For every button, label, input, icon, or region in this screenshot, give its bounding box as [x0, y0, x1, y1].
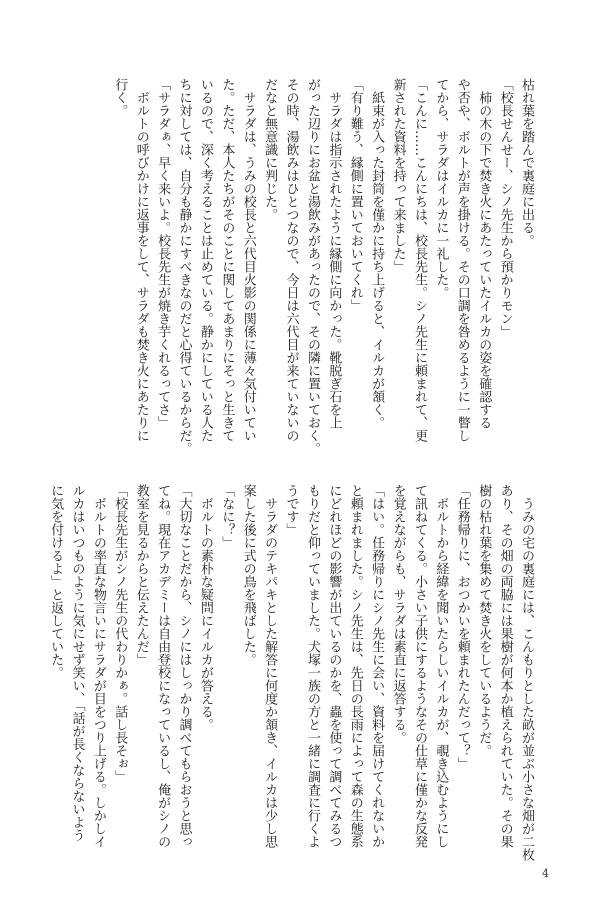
- text-column: サラダは指示されたように縁側に向かった。靴脱ぎ石を上: [326, 78, 342, 429]
- text-column: てから、サラダはイルカに一礼した。: [433, 78, 449, 299]
- text-column: 「はい。任務帰りにシノ先生に会い、資料を届けてくれないか: [369, 484, 385, 848]
- text-column: 「校長せんせー、シノ先生から預かりモン」: [497, 78, 513, 338]
- text-column: 教室を見るからと伝えたんだ」: [133, 484, 149, 666]
- text-column: 「こんに……こんにちは、校長先生。シノ先生に頼まれて、更: [411, 78, 427, 442]
- text-column: 「任務帰りに、おつかいを頼まれたんだって？」: [454, 484, 470, 770]
- text-column: てね。現在アカデミーは自由登校になっているし、俺がシノの: [155, 484, 171, 848]
- text-column: だなと無意識に判じた。: [262, 78, 278, 221]
- text-column: がった辺りにお盆と湯飲みがあったので、その隣に置いておく。: [304, 78, 320, 455]
- text-column: 行く。: [112, 78, 128, 117]
- page-number: 4: [542, 867, 549, 880]
- text-column: ボルトの率直な物言いにサラダが目をつり上げる。しかしイ: [90, 484, 106, 848]
- text-column: ちに対しては、自分も静かにすべきなのだと心得ているからだ。: [176, 78, 192, 455]
- text-column: サラダは、うみの校長と六代目火影の関係に薄々気付いてい: [240, 78, 256, 442]
- text-column: 「有り難う、縁側に置いておいてくれ」: [347, 78, 363, 312]
- text-column: ボルトの素朴な疑問にイルカが答える。: [197, 484, 213, 731]
- text-column: と頼まれました。シノ先生は、先日の長雨によって森の生態系: [347, 484, 363, 848]
- text-column: て訊ねてくる。小さい子供にするようなその仕草に僅かな反発: [411, 484, 427, 848]
- text-column: に気を付けるよ」と返していた。: [48, 484, 64, 679]
- text-column: その時、湯飲みはひとつなので、今日は六代目が来ていないの: [283, 78, 299, 442]
- text-column: うです」: [283, 484, 299, 536]
- text-column: 案した後に式の鳥を飛ばした。: [240, 484, 256, 666]
- text-column: 柿の木の下で焚き火にあたっていたイルカの姿を確認する: [476, 78, 492, 429]
- text-column: 「サラダぁ、早く来いよ。校長先生が焼き芋くれるってさ」: [155, 78, 171, 429]
- text-column: 新された資料を持って来ました」: [390, 78, 406, 273]
- text-column: いるので、深く考えることは止めている。静かにしている人た: [197, 78, 213, 442]
- text-column: た。ただ、本人たちがそのことに関してあまりにそっと生きて: [219, 78, 235, 442]
- text-column: 「なに？」: [219, 484, 235, 549]
- text-column: あり、その畑の両脇には果樹が何本か植えられていた。その果: [497, 484, 513, 848]
- text-column: を覚えながらも、サラダは素直に返答する。: [390, 484, 406, 744]
- text-column: や否や、ボルトが声を掛ける。その口調を咎めるように一瞥し: [454, 78, 470, 442]
- text-column: 紙束が入った封筒を僅かに持ち上げると、イルカが頷く。: [369, 78, 385, 429]
- text-column: ボルトの呼びかけに返事をして、サラダも焚き火にあたりに: [133, 78, 149, 442]
- lower-text-block: [48, 484, 537, 861]
- upper-text-block: [82, 78, 537, 455]
- text-column: サラダのテキパキとした解答に何度か頷き、イルカは少し思: [262, 484, 278, 848]
- text-column: もりだと仰っていました。犬塚一族の方と一緒に調査に行くよ: [304, 484, 320, 848]
- text-column: にどれほどの影響が出ているのかを、蟲を使って調べてみるつ: [326, 484, 342, 848]
- text-column: 樹の枯れ葉を集めて焚き火をしているようだ。: [476, 484, 492, 757]
- text-column: ルカはいつものように気にせず笑い、「話が長くならないよう: [69, 484, 85, 842]
- text-column: 「校長先生がシノ先生の代わりかぁ。話し長そぉ」: [112, 484, 128, 783]
- text-column: 「大切なことだから、シノにはしっかり調べてもらおうと思っ: [176, 484, 192, 848]
- text-column: ボルトから経緯を聞いたらしいイルカが、覗き込むようにし: [433, 484, 449, 848]
- text-column: 枯れ葉を踏んで裏庭に出る。: [519, 78, 534, 247]
- text-column: うみの宅の裏庭には、こんもりとした畝が並ぶ小さな畑が二枚: [519, 484, 534, 861]
